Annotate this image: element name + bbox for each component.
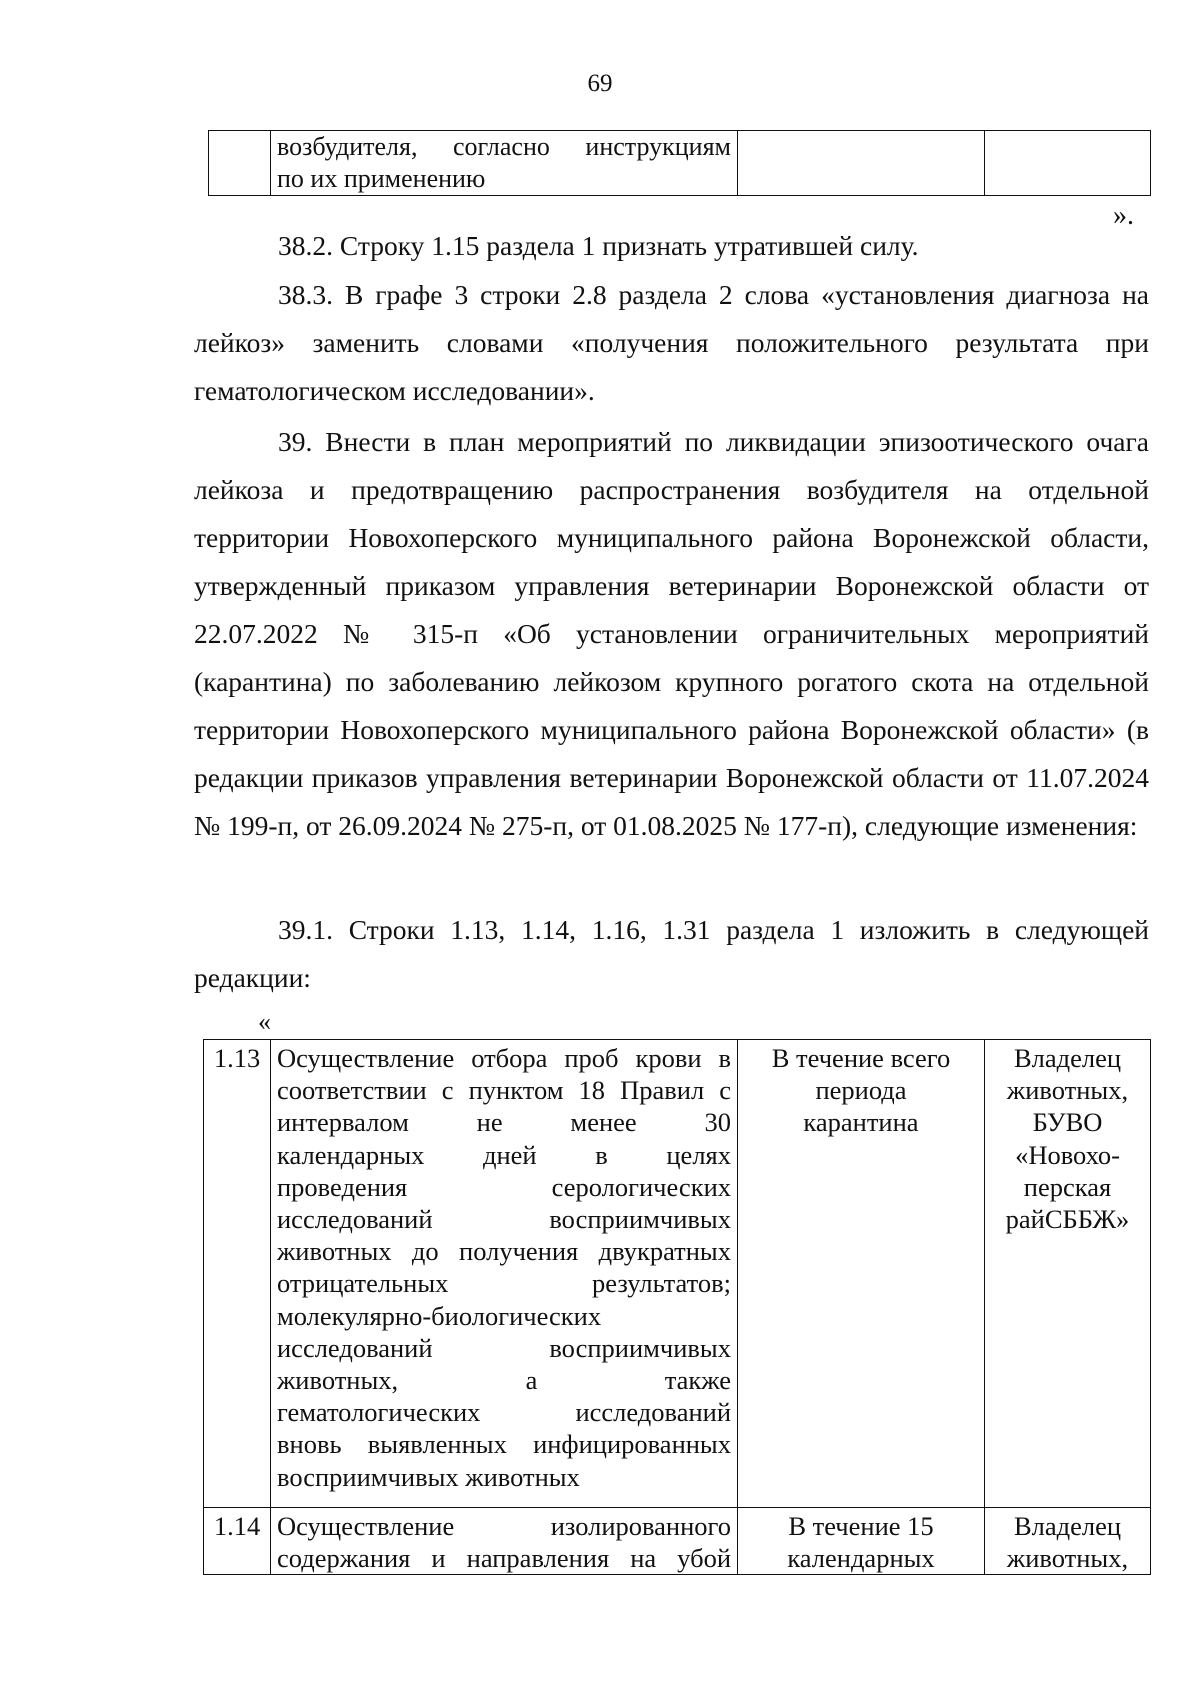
responsible-line: Владелец	[1013, 1043, 1122, 1073]
measures-table	[203, 1039, 1151, 1575]
responsible-line: «Новохо-	[1015, 1139, 1120, 1170]
description-line: животных до получения двукратных	[277, 1236, 731, 1267]
continued-table	[208, 130, 1151, 196]
description-cell	[271, 1508, 738, 1575]
term-line: карантина	[803, 1107, 919, 1138]
page-number: 69	[587, 70, 613, 97]
description-line: гематологических исследований	[277, 1397, 731, 1428]
row-number-cell	[209, 131, 271, 196]
responsible-line: Владелец	[1013, 1511, 1122, 1541]
responsible-line: животных,	[1006, 1075, 1129, 1106]
paragraph-38-2: 38.2. Строку 1.15 раздела 1 признать утратившей силу.	[278, 230, 919, 261]
description-line: животных, а также	[277, 1365, 731, 1396]
description-line: молекулярно-биологических	[277, 1300, 602, 1331]
responsible-line: животных,	[1006, 1543, 1129, 1574]
description-line: календарных дней в целях	[277, 1139, 731, 1170]
term-line: периода	[815, 1075, 907, 1106]
description-line: проведения серологических	[277, 1171, 731, 1202]
description-line: содержания и направления на убой	[277, 1543, 731, 1574]
term-cell	[738, 1040, 985, 1508]
paragraph-38-3: 38.3. В графе 3 строки 2.8 раздела 2 слова «установления диагноза на лейкоз» заменить словами «получения положительного результата при гематологическом исследовании».	[194, 279, 1149, 406]
responsible-line: райСББЖ»	[1005, 1204, 1130, 1235]
paragraph-39: 39. Внести в план мероприятий по ликвидации эпизоотического очага лейкоза и предотвращению распространения возбудителя на отдельной территории Новохоперского муниципального района Воронежской области, утвержденный приказом управления ветеринарии Воронежской области от 22.07.2022 № 315-п «Об установлении ограничительных мероприятий (карантина) по заболеванию лейкозом крупного рогатого скота на отдельной территории Новохоперского муниципального района Воронежской области» (в редакции приказов управления ветеринарии Воронежской области от 11.07.2024 № 199-п, от 26.09.2024 № 275-п, от 01.08.2025 № 177-п), следующие изменения:	[194, 426, 1149, 841]
responsible-cell	[985, 1040, 1151, 1508]
description-line: восприимчивых животных	[277, 1461, 580, 1492]
table-row	[204, 1508, 1151, 1575]
closing-quote: ».	[1113, 200, 1134, 231]
description-line: Осуществление изолированного	[277, 1511, 731, 1541]
responsible-line: БУВО	[1032, 1107, 1103, 1138]
description-line: соответствии с пунктом 18 Правил с	[277, 1075, 731, 1106]
responsible-cell	[985, 1508, 1151, 1575]
table-row	[209, 131, 1151, 196]
description-line: Осуществление отбора проб крови в	[277, 1043, 731, 1073]
description-cell	[271, 131, 738, 196]
description-line: интервалом не менее 30	[277, 1107, 731, 1138]
description-line: исследований восприимчивых	[277, 1204, 731, 1235]
description-line: вновь выявленных инфицированных	[277, 1429, 731, 1460]
term-line: В течение всего	[771, 1043, 951, 1073]
responsible-line: перская	[1023, 1171, 1112, 1202]
description-line: отрицательных результатов;	[277, 1268, 731, 1299]
responsible-cell	[985, 131, 1151, 196]
row-number-cell: 1.13	[204, 1040, 271, 1508]
description-line: по их применению	[277, 164, 486, 193]
table-row	[204, 1040, 1151, 1508]
description-line: возбудителя, согласно инструкциям	[277, 132, 731, 161]
row-number-cell: 1.14	[204, 1508, 271, 1575]
opening-quote: «	[258, 1007, 271, 1036]
term-line: В течение 15	[788, 1511, 934, 1541]
term-line: календарных	[787, 1543, 935, 1574]
description-line: исследований восприимчивых	[277, 1332, 731, 1363]
description-cell	[271, 1040, 738, 1508]
paragraph-39-1: 39.1. Строки 1.13, 1.14, 1.16, 1.31 раздела 1 изложить в следующей редакции:	[194, 914, 1149, 993]
term-cell	[738, 131, 985, 196]
term-cell	[738, 1508, 985, 1575]
